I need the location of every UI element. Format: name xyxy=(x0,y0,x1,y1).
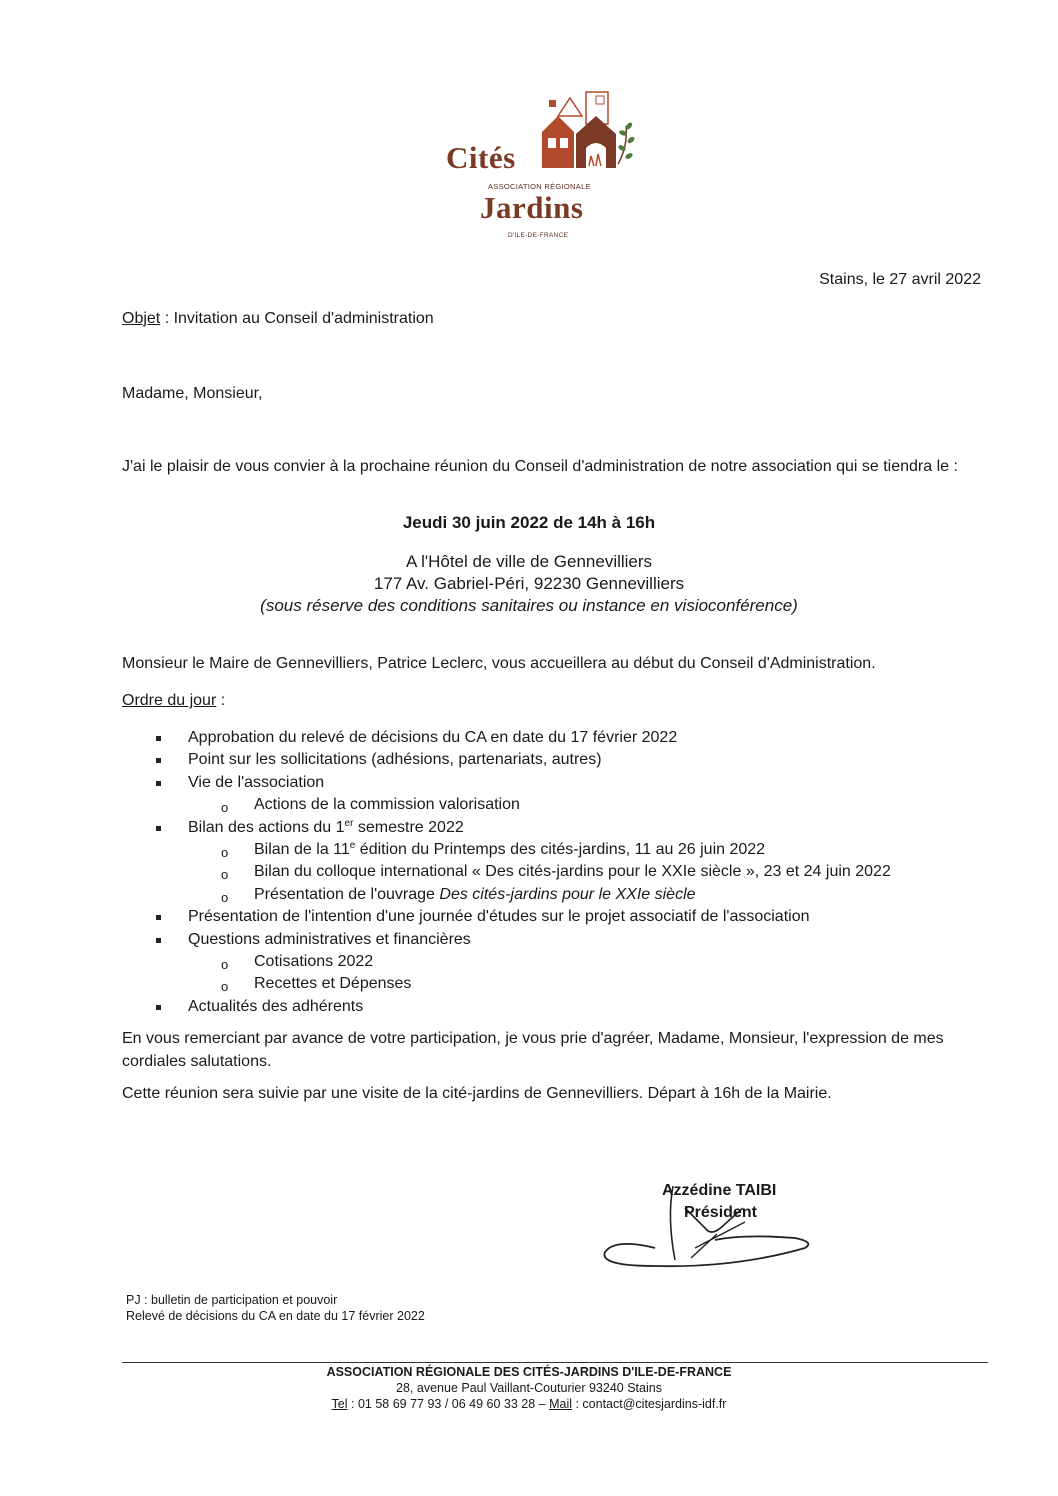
circle-bullet-icon: o xyxy=(221,844,229,860)
logo-region: D'ILE-DE-FRANCE xyxy=(508,232,569,239)
logo-word-cites: Cités xyxy=(446,140,516,175)
agenda-subitem: o Recettes et Dépenses xyxy=(150,973,1010,995)
letter-subject xyxy=(122,310,434,328)
salutation: Madame, Monsieur, xyxy=(122,385,263,402)
letter-footer xyxy=(0,1364,1058,1412)
agenda-subitem: o Actions de la commission valorisation xyxy=(150,794,1010,816)
bullet-icon xyxy=(156,938,161,943)
closing-paragraph: En vous remerciant par avance de votre participation, je vous prie d'agréer, Madame, Monsieur, l'expression de mes cordiales salutations. xyxy=(122,1030,944,1070)
circle-bullet-icon: o xyxy=(221,800,229,816)
letter-date: Stains, le 27 avril 2022 xyxy=(819,271,981,288)
footer-address: 28, avenue Paul Vaillant-Couturier 93240 Stains xyxy=(396,1381,662,1395)
agenda-item: Actualités des adhérents xyxy=(150,996,1010,1018)
agenda-label: Ordre du jour xyxy=(122,692,217,709)
mayor-paragraph: Monsieur le Maire de Gennevilliers, Patrice Leclerc, vous accueillera au début du Conseil d'Administration. xyxy=(122,655,876,672)
agenda-subitem: o Cotisations 2022 xyxy=(150,951,1010,973)
venue-address: 177 Av. Gabriel-Péri, 92230 Gennevilliers xyxy=(373,574,685,593)
agenda-subitem: o Bilan du colloque international « Des cités-jardins pour le XXIe siècle », 23 et 24 juin 2022 xyxy=(150,861,1010,883)
circle-bullet-icon: o xyxy=(221,979,229,995)
association-logo xyxy=(440,82,650,252)
subject-text: : Invitation au Conseil d'administration xyxy=(160,310,434,327)
meeting-venue xyxy=(0,551,1058,617)
bullet-icon xyxy=(156,1005,161,1010)
intro-paragraph: J'ai le plaisir de vous convier à la prochaine réunion du Conseil d'administration de notre association qui se tiendra le : xyxy=(122,458,958,475)
agenda-item: Présentation de l'intention d'une journée d'études sur le projet associatif de l'association xyxy=(150,906,1010,928)
logo-word-jardins: Jardins xyxy=(480,190,584,225)
signature-block xyxy=(662,1180,776,1224)
bullet-icon xyxy=(156,758,161,763)
venue-note: (sous réserve des conditions sanitaires ou instance en visioconférence) xyxy=(260,596,798,615)
footer-org-name: ASSOCIATION RÉGIONALE DES CITÉS-JARDINS D'ILE-DE-FRANCE xyxy=(326,1365,732,1379)
circle-bullet-icon: o xyxy=(221,956,229,972)
venue-name: A l'Hôtel de ville de Gennevilliers xyxy=(405,552,653,571)
circle-bullet-icon: o xyxy=(221,867,229,883)
agenda-item: Vie de l'association xyxy=(150,772,1010,794)
agenda-subitem: o Présentation de l'ouvrage Des cités-jardins pour le XXIe siècle xyxy=(150,884,1010,906)
agenda-heading: Ordre du jour : xyxy=(122,692,226,709)
signer-role: Président xyxy=(684,1204,757,1221)
bullet-icon xyxy=(156,736,161,741)
meeting-date: Jeudi 30 juin 2022 de 14h à 16h xyxy=(402,513,656,532)
agenda-item: Bilan des actions du 1er semestre 2022 xyxy=(150,817,1010,839)
circle-bullet-icon: o xyxy=(221,889,229,905)
logo-subtitle: ASSOCIATION RÉGIONALE xyxy=(488,182,591,191)
agenda-item: Questions administratives et financières xyxy=(150,929,1010,951)
footer-divider xyxy=(122,1362,988,1363)
bullet-icon xyxy=(156,915,161,920)
visit-paragraph: Cette réunion sera suivie par une visite de la cité-jardins de Gennevilliers. Départ à 16h de la Mairie. xyxy=(122,1085,832,1102)
agenda-item: Approbation du relevé de décisions du CA en date du 17 février 2022 xyxy=(150,727,1010,749)
bullet-icon xyxy=(156,826,161,831)
subject-label: Objet xyxy=(122,310,161,327)
footer-contact: Tel : 01 58 69 77 93 / 06 49 60 33 28 – Mail : contact@citesjardins-idf.fr xyxy=(331,1397,727,1411)
agenda-list xyxy=(150,727,1010,1018)
agenda-item: Point sur les sollicitations (adhésions, partenariats, autres) xyxy=(150,749,1010,771)
agenda-subitem: o Bilan de la 11e édition du Printemps des cités-jardins, 11 au 26 juin 2022 xyxy=(150,839,1010,861)
bullet-icon xyxy=(156,781,161,786)
houses-illustration-icon xyxy=(536,86,646,176)
attachments-note: PJ : bulletin de participation et pouvoir Relevé de décisions du CA en date du 17 février 2022 xyxy=(126,1293,425,1323)
signer-name: Azzédine TAIBI xyxy=(662,1182,777,1199)
